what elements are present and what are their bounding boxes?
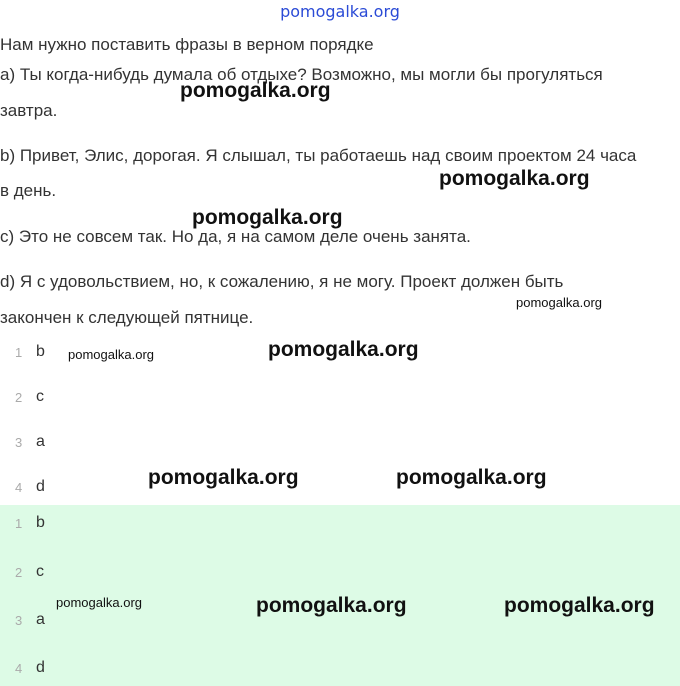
phrase-d-line2: закончен к следующей пятнице. [0, 308, 254, 327]
phrase-a-line1: a) Ты когда-нибудь думала об отдыхе? Возможно, мы могли бы прогуляться [0, 65, 603, 84]
answer-number: 4 [15, 480, 23, 495]
phrase-a-line2: завтра. [0, 101, 58, 120]
phrase-b-line1: b) Привет, Элис, дорогая. Я слышал, ты работаешь над своим проектом 24 часа [0, 146, 637, 165]
site-title-link[interactable]: pomogalka.org [280, 2, 400, 21]
correct-number: 1 [15, 516, 23, 531]
watermark: pomogalka.org [56, 595, 142, 610]
watermark: pomogalka.org [268, 338, 419, 361]
watermark: pomogalka.org [439, 167, 590, 190]
correct-number: 2 [15, 565, 23, 580]
correct-letter: b [36, 514, 45, 531]
answer-letter: d [36, 478, 45, 495]
watermark: pomogalka.org [192, 206, 343, 229]
correct-number: 4 [15, 661, 23, 676]
correct-letter: c [36, 563, 44, 580]
phrase-c-line1: c) Это не совсем так. Но да, я на самом деле очень занята. [0, 227, 471, 246]
phrase-b-line2: в день. [0, 181, 57, 200]
correct-letter: d [36, 659, 45, 676]
watermark: pomogalka.org [504, 594, 655, 617]
watermark: pomogalka.org [516, 295, 602, 310]
answer-letter: c [36, 388, 44, 405]
answer-number: 3 [15, 435, 23, 450]
correct-letter: a [36, 611, 45, 628]
answer-number: 2 [15, 390, 23, 405]
correct-number: 3 [15, 613, 23, 628]
answer-letter: b [36, 343, 45, 360]
watermark: pomogalka.org [396, 466, 547, 489]
watermark: pomogalka.org [68, 347, 154, 362]
watermark: pomogalka.org [256, 594, 407, 617]
answer-letter: a [36, 433, 45, 450]
answer-number: 1 [15, 345, 23, 360]
watermark: pomogalka.org [148, 466, 299, 489]
task-heading: Нам нужно поставить фразы в верном порядке [0, 35, 374, 54]
phrase-d-line1: d) Я с удовольствием, но, к сожалению, я не могу. Проект должен быть [0, 272, 564, 291]
watermark: pomogalka.org [180, 79, 331, 102]
